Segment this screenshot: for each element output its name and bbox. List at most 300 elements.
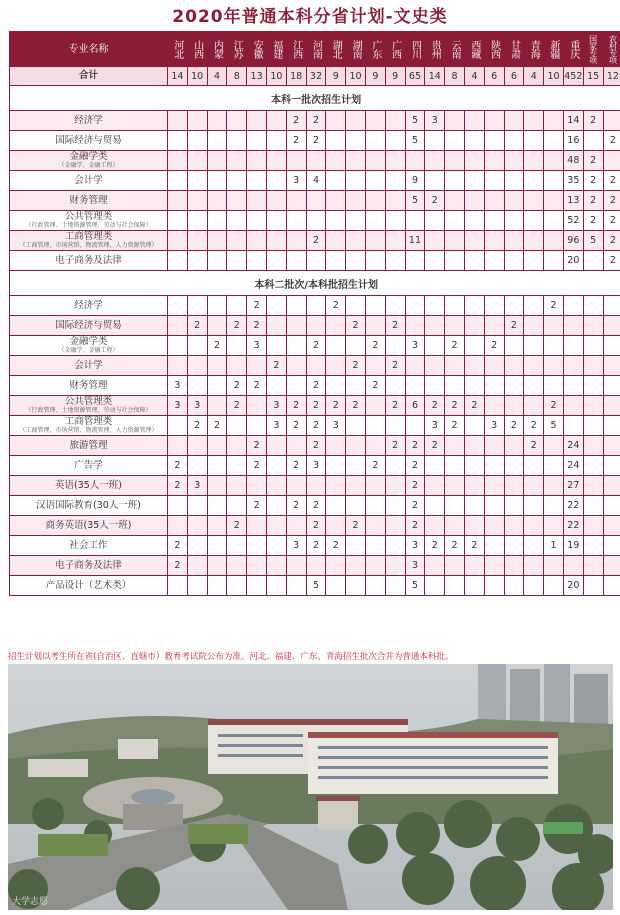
quota-cell xyxy=(187,251,207,271)
quota-cell xyxy=(346,436,366,456)
quota-cell xyxy=(524,131,544,151)
quota-cell xyxy=(583,296,603,316)
quota-cell xyxy=(425,496,445,516)
quota-cell xyxy=(524,251,544,271)
quota-cell xyxy=(266,131,286,151)
quota-cell xyxy=(544,456,564,476)
quota-cell: 24 xyxy=(563,456,583,476)
quota-cell xyxy=(207,436,227,456)
table-row xyxy=(10,516,620,536)
major-name-cell xyxy=(10,231,168,251)
table-row xyxy=(10,496,620,516)
quota-cell xyxy=(266,456,286,476)
quota-cell xyxy=(266,436,286,456)
quota-cell xyxy=(405,251,425,271)
quota-cell xyxy=(583,516,603,536)
total-cell: 4 xyxy=(207,67,227,86)
quota-cell xyxy=(385,496,405,516)
quota-cell: 22 xyxy=(563,516,583,536)
quota-cell xyxy=(504,191,524,211)
quota-cell xyxy=(207,536,227,556)
quota-cell xyxy=(168,296,188,316)
major-name-cell xyxy=(10,456,168,476)
quota-cell: 2 xyxy=(227,516,247,536)
quota-cell xyxy=(227,336,247,356)
quota-cell xyxy=(326,436,346,456)
quota-cell xyxy=(247,476,267,496)
quota-cell xyxy=(524,556,544,576)
major-name: 电子商务及法律 xyxy=(55,559,122,571)
quota-cell xyxy=(425,476,445,496)
quota-cell xyxy=(266,576,286,596)
quota-cell xyxy=(326,556,346,576)
quota-cell xyxy=(504,296,524,316)
quota-cell: 2 xyxy=(326,296,346,316)
quota-cell xyxy=(286,296,306,316)
quota-cell xyxy=(207,496,227,516)
quota-cell xyxy=(365,516,385,536)
quota-cell xyxy=(464,456,484,476)
quota-cell xyxy=(464,416,484,436)
quota-cell xyxy=(346,416,366,436)
total-cell: 32 xyxy=(306,67,326,86)
major-name-cell xyxy=(10,171,168,191)
quota-cell xyxy=(286,556,306,576)
quota-cell xyxy=(484,296,504,316)
quota-cell xyxy=(207,211,227,231)
quota-cell xyxy=(445,251,465,271)
quota-cell: 2 xyxy=(286,416,306,436)
quota-cell xyxy=(187,151,207,171)
quota-cell xyxy=(544,336,564,356)
quota-cell: 2 xyxy=(603,231,620,251)
quota-cell xyxy=(385,376,405,396)
quota-cell: 2 xyxy=(524,416,544,436)
quota-cell xyxy=(286,316,306,336)
quota-cell: 2 xyxy=(346,396,366,416)
quota-cell xyxy=(445,316,465,336)
total-cell: 14 xyxy=(425,67,445,86)
quota-cell: 2 xyxy=(405,496,425,516)
total-cell: 9 xyxy=(365,67,385,86)
quota-cell: 2 xyxy=(583,171,603,191)
quota-cell xyxy=(207,356,227,376)
major-name: 工商管理类 xyxy=(64,416,113,427)
quota-cell xyxy=(563,316,583,336)
quota-cell xyxy=(227,456,247,476)
quota-cell xyxy=(286,251,306,271)
quota-cell xyxy=(346,496,366,516)
quota-cell: 2 xyxy=(286,496,306,516)
quota-cell: 2 xyxy=(247,316,267,336)
quota-cell xyxy=(207,316,227,336)
quota-cell xyxy=(563,356,583,376)
quota-cell: 3 xyxy=(405,556,425,576)
quota-cell xyxy=(286,191,306,211)
major-name-cell xyxy=(10,536,168,556)
quota-cell xyxy=(603,556,620,576)
quota-cell xyxy=(365,556,385,576)
quota-cell xyxy=(286,211,306,231)
total-label: 合计 xyxy=(10,67,168,86)
quota-cell xyxy=(227,251,247,271)
column-header-province: 湖南 xyxy=(346,32,366,67)
quota-cell xyxy=(207,576,227,596)
quota-cell xyxy=(544,556,564,576)
quota-cell xyxy=(484,316,504,336)
quota-cell xyxy=(504,251,524,271)
quota-cell xyxy=(187,556,207,576)
quota-cell xyxy=(504,536,524,556)
quota-cell: 9 xyxy=(405,171,425,191)
quota-cell: 2 xyxy=(385,396,405,416)
column-header-province: 广东 xyxy=(365,32,385,67)
quota-cell xyxy=(365,396,385,416)
quota-cell xyxy=(187,576,207,596)
quota-cell xyxy=(365,111,385,131)
quota-cell xyxy=(445,211,465,231)
quota-cell xyxy=(524,516,544,536)
quota-cell xyxy=(603,151,620,171)
quota-cell xyxy=(524,376,544,396)
table-row xyxy=(10,251,620,271)
quota-cell xyxy=(326,131,346,151)
quota-cell: 3 xyxy=(405,336,425,356)
quota-cell xyxy=(445,171,465,191)
table-row xyxy=(10,536,620,556)
quota-cell: 20 xyxy=(563,251,583,271)
quota-cell xyxy=(326,316,346,336)
quota-cell: 2 xyxy=(583,191,603,211)
total-cell: 15 xyxy=(583,67,603,86)
quota-cell xyxy=(168,171,188,191)
table-row xyxy=(10,316,620,336)
quota-cell xyxy=(445,436,465,456)
quota-cell xyxy=(306,151,326,171)
quota-cell xyxy=(464,131,484,151)
column-header-province: 内蒙 xyxy=(207,32,227,67)
quota-cell xyxy=(187,376,207,396)
quota-cell xyxy=(227,436,247,456)
quota-cell xyxy=(464,111,484,131)
quota-cell: 5 xyxy=(405,191,425,211)
quota-cell xyxy=(306,356,326,376)
total-cell: 6 xyxy=(484,67,504,86)
major-name-cell xyxy=(10,576,168,596)
column-header-province: 河北 xyxy=(168,32,188,67)
table-row xyxy=(10,396,620,416)
quota-cell xyxy=(445,476,465,496)
total-cell: 4 xyxy=(464,67,484,86)
quota-cell xyxy=(168,576,188,596)
quota-cell xyxy=(168,436,188,456)
quota-cell: 14 xyxy=(563,111,583,131)
quota-cell xyxy=(544,576,564,596)
plan-table xyxy=(9,31,620,596)
quota-cell xyxy=(385,536,405,556)
quota-cell: 2 xyxy=(306,376,326,396)
quota-cell xyxy=(464,356,484,376)
section-header-row xyxy=(10,271,620,296)
quota-cell xyxy=(168,151,188,171)
quota-cell xyxy=(365,211,385,231)
column-header-province: 安徽 xyxy=(247,32,267,67)
quota-cell xyxy=(583,396,603,416)
quota-cell xyxy=(266,296,286,316)
quota-cell xyxy=(227,356,247,376)
quota-cell: 2 xyxy=(168,456,188,476)
quota-cell xyxy=(504,111,524,131)
quota-cell: 2 xyxy=(207,336,227,356)
quota-cell: 2 xyxy=(247,376,267,396)
quota-cell: 3 xyxy=(266,396,286,416)
quota-cell xyxy=(168,516,188,536)
quota-cell: 2 xyxy=(405,476,425,496)
quota-cell xyxy=(187,336,207,356)
quota-cell xyxy=(425,131,445,151)
quota-cell xyxy=(484,456,504,476)
quota-cell xyxy=(385,576,405,596)
total-cell: 6 xyxy=(504,67,524,86)
total-cell: 8 xyxy=(227,67,247,86)
quota-cell: 2 xyxy=(583,151,603,171)
quota-cell xyxy=(385,231,405,251)
quota-cell xyxy=(168,131,188,151)
quota-cell xyxy=(504,576,524,596)
quota-cell xyxy=(346,191,366,211)
quota-cell xyxy=(583,556,603,576)
quota-cell: 2 xyxy=(365,456,385,476)
quota-cell xyxy=(365,536,385,556)
quota-cell xyxy=(326,576,346,596)
quota-cell: 2 xyxy=(227,376,247,396)
quota-cell xyxy=(425,171,445,191)
quota-cell xyxy=(504,516,524,536)
total-cell: 13 xyxy=(247,67,267,86)
quota-cell xyxy=(266,376,286,396)
column-header-province: 陕西 xyxy=(484,32,504,67)
quota-cell xyxy=(484,396,504,416)
quota-cell xyxy=(425,516,445,536)
quota-cell xyxy=(168,211,188,231)
quota-cell: 2 xyxy=(445,416,465,436)
quota-cell xyxy=(583,476,603,496)
quota-cell xyxy=(484,131,504,151)
quota-cell xyxy=(385,151,405,171)
major-name-cell xyxy=(10,396,168,416)
quota-cell xyxy=(425,556,445,576)
quota-cell xyxy=(266,336,286,356)
quota-cell xyxy=(306,476,326,496)
quota-cell xyxy=(464,296,484,316)
quota-cell: 19 xyxy=(563,536,583,556)
table-row xyxy=(10,131,620,151)
quota-cell xyxy=(445,131,465,151)
quota-cell xyxy=(247,151,267,171)
quota-cell xyxy=(247,516,267,536)
quota-cell xyxy=(464,251,484,271)
quota-cell: 2 xyxy=(187,316,207,336)
total-cell: 9 xyxy=(326,67,346,86)
quota-cell xyxy=(504,171,524,191)
quota-cell xyxy=(207,516,227,536)
quota-cell xyxy=(266,111,286,131)
quota-cell: 3 xyxy=(425,416,445,436)
quota-cell xyxy=(385,111,405,131)
quota-cell: 2 xyxy=(405,456,425,476)
quota-cell xyxy=(365,191,385,211)
quota-cell xyxy=(484,476,504,496)
table-row xyxy=(10,211,620,231)
column-header-province: 青海 xyxy=(524,32,544,67)
quota-cell xyxy=(247,396,267,416)
quota-cell xyxy=(504,496,524,516)
quota-cell xyxy=(365,151,385,171)
quota-cell xyxy=(484,111,504,131)
quota-cell xyxy=(207,376,227,396)
quota-cell xyxy=(346,211,366,231)
quota-cell xyxy=(286,231,306,251)
quota-cell xyxy=(603,356,620,376)
major-name-cell xyxy=(10,336,168,356)
quota-cell xyxy=(346,456,366,476)
quota-cell xyxy=(385,251,405,271)
table-row xyxy=(10,171,620,191)
major-name-cell xyxy=(10,191,168,211)
quota-cell: 2 xyxy=(504,416,524,436)
quota-cell: 2 xyxy=(524,436,544,456)
total-cell: 8 xyxy=(445,67,465,86)
quota-cell xyxy=(405,211,425,231)
quota-cell xyxy=(247,576,267,596)
quota-cell: 2 xyxy=(385,316,405,336)
quota-cell xyxy=(464,231,484,251)
quota-cell: 2 xyxy=(603,171,620,191)
column-header-province: 广西 xyxy=(385,32,405,67)
quota-cell xyxy=(445,576,465,596)
quota-cell xyxy=(326,356,346,376)
quota-cell: 3 xyxy=(187,396,207,416)
quota-cell: 2 xyxy=(207,416,227,436)
quota-cell: 2 xyxy=(346,356,366,376)
quota-cell xyxy=(445,516,465,536)
quota-cell xyxy=(207,151,227,171)
quota-cell: 2 xyxy=(306,436,326,456)
quota-cell xyxy=(563,416,583,436)
column-header-province: 云南 xyxy=(445,32,465,67)
quota-cell xyxy=(266,231,286,251)
quota-cell: 1 xyxy=(544,536,564,556)
footnote: 招生计划以考生所在省(自治区、直辖市）教育考试院公布为准。河北、福建、广东、青海招生批次合并为普通本科批。 xyxy=(8,652,454,662)
quota-cell xyxy=(583,356,603,376)
page-title: 2020年普通本科分省计划-文史类 xyxy=(172,7,448,27)
quota-cell xyxy=(385,456,405,476)
quota-cell xyxy=(583,131,603,151)
quota-cell xyxy=(326,516,346,536)
quota-cell xyxy=(524,211,544,231)
quota-cell: 5 xyxy=(583,231,603,251)
quota-cell xyxy=(326,151,346,171)
quota-cell xyxy=(524,536,544,556)
quota-cell xyxy=(227,296,247,316)
quota-cell xyxy=(603,336,620,356)
major-name-cell xyxy=(10,316,168,336)
campus-photo xyxy=(8,664,613,910)
table-row xyxy=(10,356,620,376)
quota-cell: 22 xyxy=(563,496,583,516)
quota-cell: 3 xyxy=(425,111,445,131)
quota-cell xyxy=(603,456,620,476)
total-cell: 18 xyxy=(286,67,306,86)
quota-cell xyxy=(544,171,564,191)
quota-cell: 2 xyxy=(247,496,267,516)
quota-cell xyxy=(247,416,267,436)
quota-cell xyxy=(207,191,227,211)
quota-cell xyxy=(207,456,227,476)
quota-cell xyxy=(504,231,524,251)
quota-cell xyxy=(286,151,306,171)
plan-table-container xyxy=(9,31,620,596)
quota-cell xyxy=(365,476,385,496)
quota-cell xyxy=(504,396,524,416)
quota-cell xyxy=(603,516,620,536)
quota-cell: 2 xyxy=(385,436,405,456)
quota-cell xyxy=(187,496,207,516)
quota-cell: 2 xyxy=(247,456,267,476)
quota-cell: 3 xyxy=(187,476,207,496)
quota-cell xyxy=(306,211,326,231)
quota-cell xyxy=(385,296,405,316)
major-name-cell xyxy=(10,356,168,376)
quota-cell xyxy=(524,496,544,516)
major-name-cell xyxy=(10,131,168,151)
quota-cell xyxy=(326,456,346,476)
quota-cell xyxy=(385,476,405,496)
quota-cell xyxy=(583,536,603,556)
table-row xyxy=(10,231,620,251)
quota-cell xyxy=(544,316,564,336)
quota-cell xyxy=(346,336,366,356)
quota-cell xyxy=(504,456,524,476)
column-header-province: 国家专项 xyxy=(583,32,603,67)
quota-cell: 5 xyxy=(405,131,425,151)
quota-cell xyxy=(583,456,603,476)
quota-cell xyxy=(583,576,603,596)
quota-cell: 2 xyxy=(544,396,564,416)
quota-cell xyxy=(306,296,326,316)
quota-cell xyxy=(326,376,346,396)
quota-cell xyxy=(286,376,306,396)
quota-cell: 2 xyxy=(405,436,425,456)
quota-cell: 24 xyxy=(563,436,583,456)
quota-cell: 2 xyxy=(286,131,306,151)
major-name-cell xyxy=(10,376,168,396)
quota-cell xyxy=(326,336,346,356)
quota-cell xyxy=(405,356,425,376)
quota-cell xyxy=(544,251,564,271)
quota-cell xyxy=(464,171,484,191)
quota-cell xyxy=(504,336,524,356)
quota-cell xyxy=(346,536,366,556)
quota-cell xyxy=(266,171,286,191)
quota-cell: 3 xyxy=(326,416,346,436)
quota-cell xyxy=(504,556,524,576)
quota-cell xyxy=(346,251,366,271)
quota-cell: 2 xyxy=(306,516,326,536)
quota-cell xyxy=(464,151,484,171)
quota-cell xyxy=(365,436,385,456)
major-name-cell xyxy=(10,476,168,496)
